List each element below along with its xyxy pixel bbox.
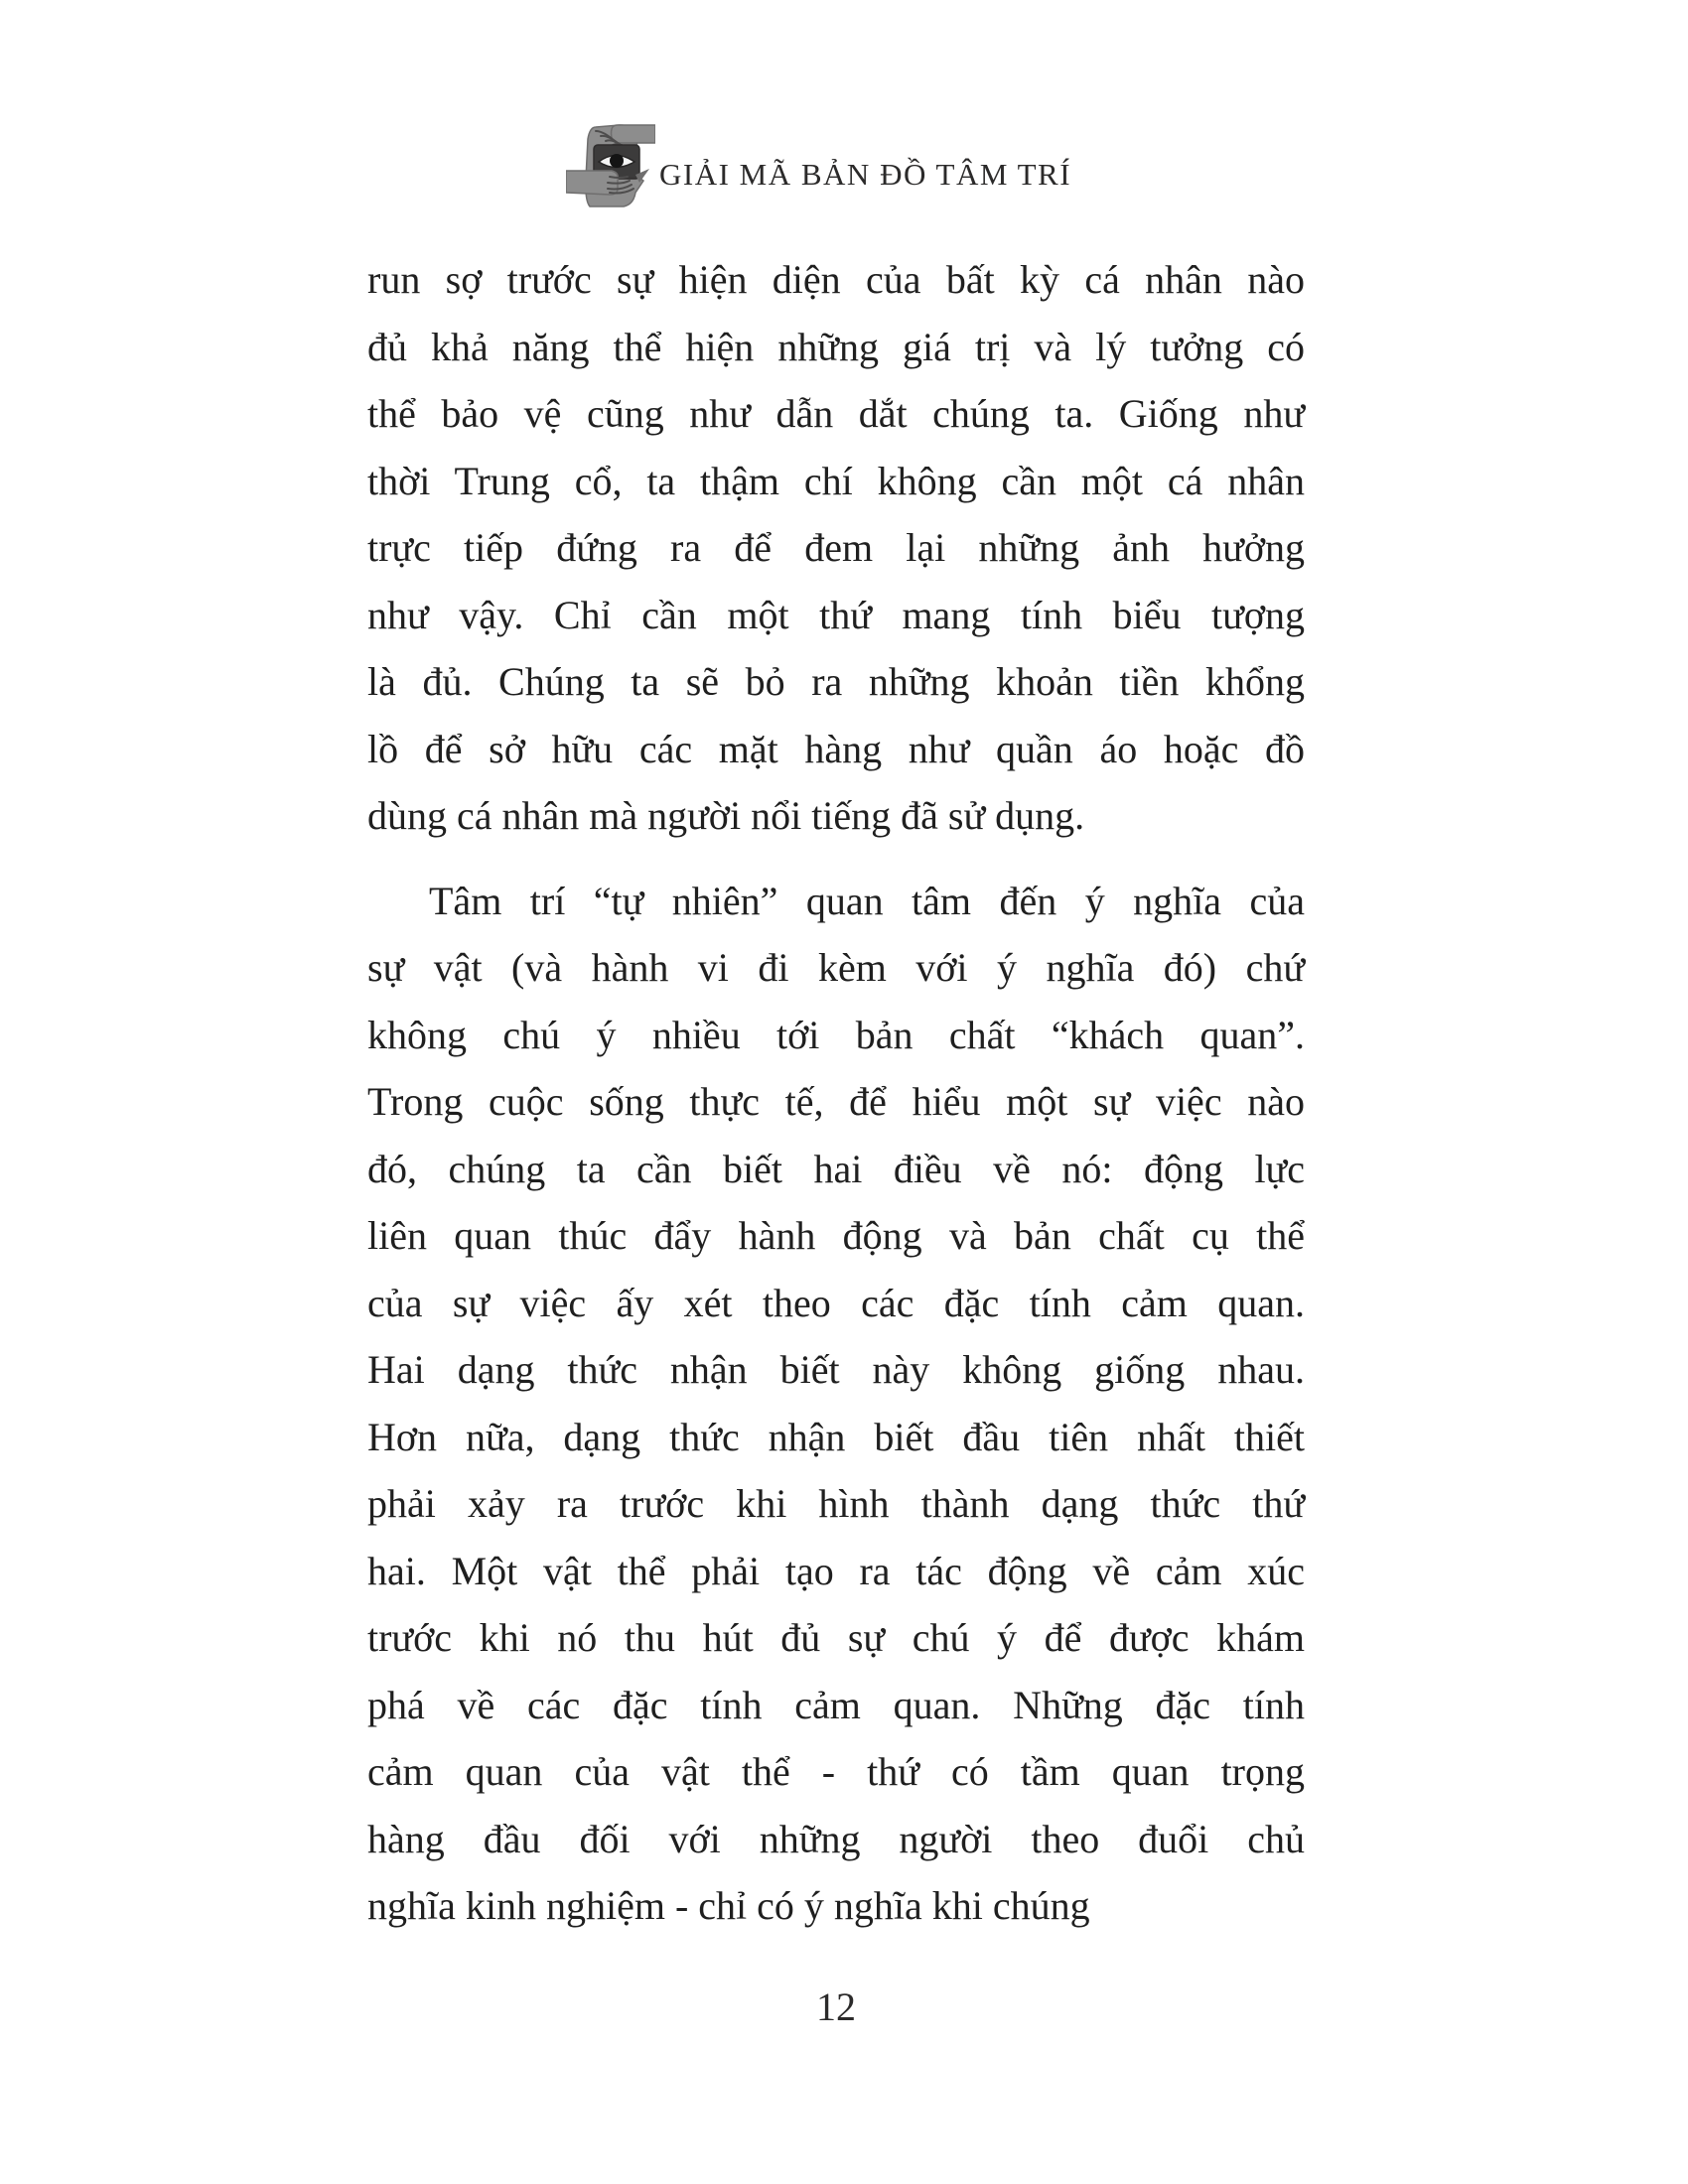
body-line: cảm quan của vật thể - thứ có tầm quan trọng <box>367 1749 1305 1794</box>
body-line: phá về các đặc tính cảm quan. Những đặc tính <box>367 1682 1305 1727</box>
body-line: phải xảy ra trước khi hình thành dạng thức thứ <box>367 1481 1305 1526</box>
body-line: liên quan thúc đẩy hành động và bản chất cụ thể <box>367 1213 1305 1258</box>
body-line: thời Trung cổ, ta thậm chí không cần một cá nhân <box>367 458 1305 503</box>
body-line: đó, chúng ta cần biết hai điều về nó: động lực <box>367 1146 1305 1191</box>
body-line: run sợ trước sự hiện diện của bất kỳ cá nhân nào <box>367 257 1305 302</box>
body-line: dùng cá nhân mà người nổi tiếng đã sử dụng. <box>367 793 1085 838</box>
body-line: của sự việc ấy xét theo các đặc tính cảm quan. <box>367 1280 1305 1325</box>
body-line: nghĩa kinh nghiệm - chỉ có ý nghĩa khi chúng <box>367 1883 1090 1928</box>
body-line: đủ khả năng thể hiện những giá trị và lý tưởng có <box>367 324 1305 369</box>
body-line: trực tiếp đứng ra để đem lại những ảnh hưởng <box>367 525 1305 570</box>
body-line: thể bảo vệ cũng như dẫn dắt chúng ta. Giống như <box>367 391 1305 436</box>
hands-framing-eye-icon <box>566 109 655 210</box>
body-line: Trong cuộc sống thực tế, để hiểu một sự việc nào <box>367 1079 1305 1124</box>
running-head-title: GIẢI MÃ BẢN ĐỒ TÂM TRÍ <box>659 157 1072 192</box>
paragraph-2 <box>367 868 1305 1940</box>
body-text <box>367 246 1305 1940</box>
body-line: trước khi nó thu hút đủ sự chú ý để được khám <box>367 1615 1305 1660</box>
page-header <box>566 109 1071 210</box>
body-line: hàng đầu đối với những người theo đuổi chủ <box>367 1816 1305 1861</box>
body-line: sự vật (và hành vi đi kèm với ý nghĩa đó) chứ <box>367 945 1305 990</box>
body-line: Tâm trí “tự nhiên” quan tâm đến ý nghĩa của <box>429 878 1305 923</box>
body-line: như vậy. Chỉ cần một thứ mang tính biểu tượng <box>367 592 1305 637</box>
body-line: không chú ý nhiều tới bản chất “khách quan”. <box>367 1012 1305 1057</box>
body-line: lồ để sở hữu các mặt hàng như quần áo hoặc đồ <box>367 726 1305 771</box>
body-line: là đủ. Chúng ta sẽ bỏ ra những khoản tiền khổng <box>367 659 1305 704</box>
body-line: hai. Một vật thể phải tạo ra tác động về cảm xúc <box>367 1548 1305 1593</box>
paragraph-1 <box>367 246 1305 850</box>
page-number: 12 <box>816 1984 856 2029</box>
body-line: Hai dạng thức nhận biết này không giống nhau. <box>367 1347 1305 1392</box>
body-line: Hơn nữa, dạng thức nhận biết đầu tiên nhất thiết <box>367 1414 1305 1459</box>
